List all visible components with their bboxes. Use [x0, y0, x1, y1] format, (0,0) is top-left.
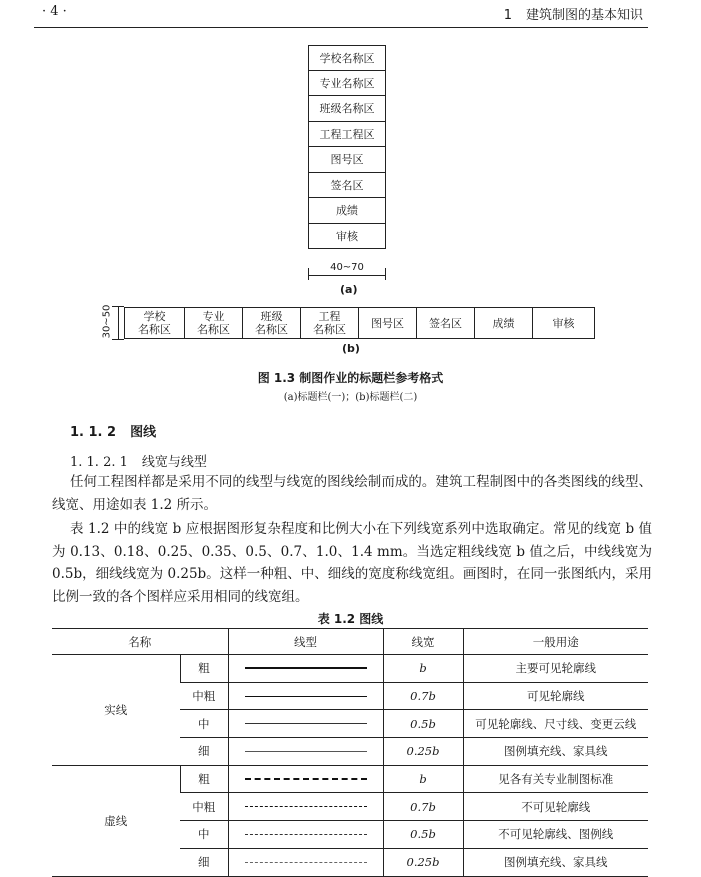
usage-cell: 图例填充线、家具线: [463, 738, 648, 766]
chapter-title: 建筑制图的基本知识: [525, 8, 643, 23]
width-cell: 0.7b: [383, 682, 463, 710]
title-block-cell: 签名区: [308, 173, 386, 199]
title-block-vertical: [308, 45, 386, 249]
title-block-cell: 成绩: [475, 308, 533, 338]
dashed-line-sample: [245, 778, 367, 780]
dimension-label: 30~50: [101, 304, 113, 339]
figure-title: 图 1.3 制图作业的标题栏参考格式: [257, 371, 444, 385]
weight-cell: 中: [180, 710, 228, 738]
title-block-cell: 图号区: [359, 308, 417, 338]
body-paragraph: 表 1.2 中的线宽 b 应根据图形复杂程度和比例大小在下列线宽系列中选取确定。常见的线宽 b 值为 0.13、0.18、0.25、0.35、0.5、0.7、1.0、1.4 mm。当选定粗线线宽 b 值之后，中线线宽为 0.5b，细线线宽为 0.25b。这样一种粗、中、细线的宽度称线宽组。画图时，在同一张图纸内，采用比例一致的各个图样应采用相同的线宽组。: [52, 521, 652, 605]
column-header: 一般用途: [463, 629, 648, 655]
solid-line-sample: [245, 751, 367, 752]
dashed-line-sample: [245, 806, 367, 807]
weight-cell: 粗: [180, 765, 228, 793]
height-dimension: [98, 302, 124, 344]
line-sample-cell: [228, 655, 383, 683]
dimension-line: [118, 306, 119, 340]
width-cell: 0.5b: [383, 821, 463, 849]
width-cell: 0.5b: [383, 710, 463, 738]
solid-line-sample: [245, 667, 367, 669]
body-paragraph: 任何工程图样都是采用不同的线型与线宽的图线绘制而成的。建筑工程制图中的各类图线的线型、线宽、用途如表 1.2 所示。: [52, 474, 652, 513]
section-title: 图线: [130, 425, 157, 440]
figure-subtitle: (a)标题栏(一)；(b)标题栏(二): [283, 392, 418, 403]
subsection-number: 1. 1. 2. 1: [70, 455, 128, 470]
weight-cell: 中: [180, 821, 228, 849]
dashed-line-sample: [245, 862, 367, 863]
weight-cell: 粗: [180, 655, 228, 683]
line-sample-cell: [228, 710, 383, 738]
title-block-horizontal: [124, 307, 595, 339]
usage-cell: 不可见轮廓线、图例线: [463, 821, 648, 849]
section-number: 1. 1. 2: [70, 425, 117, 440]
title-block-cell: 专业名称区: [308, 71, 386, 97]
width-cell: 0.7b: [383, 793, 463, 821]
group-name: 虚线: [52, 765, 180, 876]
table-row: [52, 655, 648, 683]
subsection-title: 线宽与线型: [141, 455, 207, 470]
title-block-cell: 图号区: [308, 147, 386, 173]
usage-cell: 图例填充线、家具线: [463, 848, 648, 876]
title-block-cell: 工程工程区: [308, 122, 386, 148]
weight-cell: 中粗: [180, 682, 228, 710]
title-block-cell: 学校名称区: [308, 45, 386, 71]
width-cell: b: [383, 655, 463, 683]
header-rule: [34, 27, 648, 28]
usage-cell: 可见轮廓线、尺寸线、变更云线: [463, 710, 648, 738]
title-block-cell: 学校 名称区: [125, 308, 185, 338]
line-types-table: [52, 628, 648, 877]
line-sample-cell: [228, 793, 383, 821]
column-header: 线型: [228, 629, 383, 655]
line-sample-cell: [228, 738, 383, 766]
line-sample-cell: [228, 821, 383, 849]
chapter-number: 1: [503, 8, 512, 23]
title-block-cell: 专业 名称区: [185, 308, 243, 338]
weight-cell: 细: [180, 848, 228, 876]
dimension-label: 40~70: [330, 262, 364, 273]
column-header: 名称: [52, 629, 228, 655]
running-header: [504, 4, 643, 23]
title-block-cell: 审核: [552, 316, 575, 330]
subsection-heading: [70, 451, 207, 470]
section-heading: [70, 421, 156, 440]
title-block-cell: 班级 名称区: [243, 308, 301, 338]
title-block-cell: 班级名称区: [308, 96, 386, 122]
width-dimension: [308, 262, 386, 280]
title-block-cell: 审核: [308, 224, 386, 250]
dimension-tick: [112, 339, 124, 340]
usage-cell: 见各有关专业制图标准: [463, 765, 648, 793]
caption-a: (a): [340, 283, 358, 296]
line-sample-cell: [228, 682, 383, 710]
usage-cell: 主要可见轮廓线: [463, 655, 648, 683]
table-row: [52, 765, 648, 793]
width-cell: 0.25b: [383, 848, 463, 876]
dimension-line: [308, 275, 386, 276]
width-cell: b: [383, 765, 463, 793]
caption-b: (b): [342, 342, 360, 355]
dimension-tick: [112, 306, 124, 307]
column-header: 线宽: [383, 629, 463, 655]
solid-line-sample: [245, 696, 367, 697]
line-sample-cell: [228, 765, 383, 793]
solid-line-sample: [245, 723, 367, 724]
page-number: · 4 ·: [42, 4, 67, 19]
title-block-cell: 签名区: [417, 308, 475, 338]
group-name: 实线: [52, 655, 180, 766]
table-header-row: [52, 629, 648, 655]
weight-cell: 细: [180, 738, 228, 766]
weight-cell: 中粗: [180, 793, 228, 821]
title-block-cell: 工程 名称区: [301, 308, 359, 338]
usage-cell: 不可见轮廓线: [463, 793, 648, 821]
table-title: 表 1.2 图线: [317, 612, 384, 626]
dashed-line-sample: [245, 834, 367, 835]
title-block-cell: 成绩: [308, 198, 386, 224]
usage-cell: 可见轮廓线: [463, 682, 648, 710]
width-cell: 0.25b: [383, 738, 463, 766]
